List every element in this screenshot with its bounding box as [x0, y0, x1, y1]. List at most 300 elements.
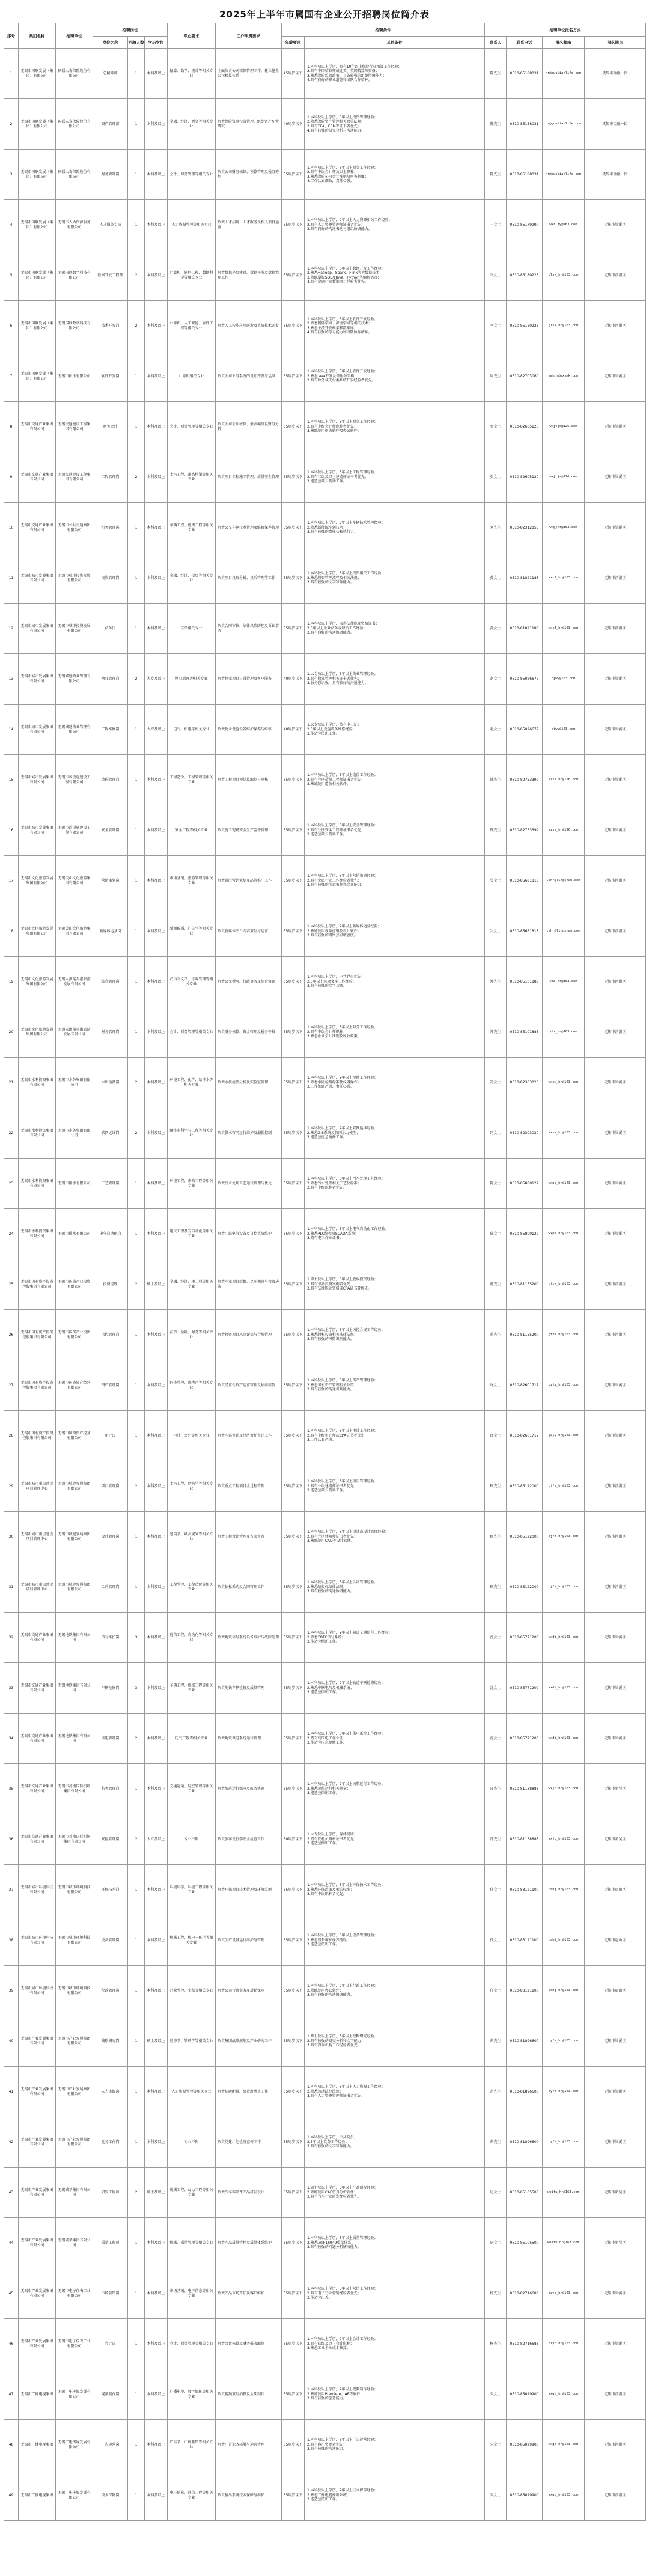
row-count: 1: [128, 99, 145, 150]
row-post: 视频制作岗: [93, 2369, 128, 2420]
row-contact: 陈先生: [485, 150, 507, 200]
row-duty: 负责航班运行保障及航务协调: [216, 1764, 282, 1814]
table-row: [4, 2470, 646, 2521]
row-cond: [305, 2218, 485, 2268]
row-email[interactable]: wxgd_hr@163.com: [543, 2470, 585, 2521]
row-contact: 顾先生: [485, 1512, 507, 1562]
condition-line: 2.具有成功投资案例者优先；: [307, 1282, 354, 1286]
condition-line: 2.熟悉CBTC信号系统；: [307, 1635, 346, 1640]
row-count: 3: [128, 1613, 145, 1663]
row-contact: 胡先生: [485, 2067, 507, 2117]
row-company: 无锡市水务集团有限公司: [56, 1108, 93, 1159]
row-email[interactable]: wxjc_hr@163.com: [543, 1814, 585, 1865]
row-post: 风控管理岗: [93, 1310, 128, 1360]
row-age: 35周岁以下: [282, 1159, 305, 1209]
row-group: 无锡市城市重点建设项目管理中心: [19, 1512, 56, 1562]
table-row: [4, 1310, 646, 1360]
row-email[interactable]: glsk_hr@163.com: [543, 250, 585, 301]
row-seq: 22: [4, 1108, 19, 1159]
row-email[interactable]: hr@guolianlife.com: [543, 150, 585, 200]
row-phone: 0510-85180226: [507, 301, 543, 351]
row-post: 战略研究岗: [93, 2016, 128, 2067]
row-edu: 本科及以上: [145, 1714, 168, 1764]
row-count: 1: [128, 2067, 145, 2117]
row-email[interactable]: cshj_hr@163.com: [543, 1915, 585, 1966]
row-phone: 0510-81821188: [507, 604, 543, 654]
row-phone: 0510-85122000: [507, 1461, 543, 1512]
condition-line: 4.具有良好的职业道德和团队合作精神。: [307, 78, 372, 82]
condition-line: 1.大专及以上学历，身体健康；: [307, 1832, 358, 1837]
row-post: 法务岗: [93, 604, 128, 654]
condition-line: 3.熟悉保险公司会计准则及财务制度；: [307, 174, 368, 179]
condition-line: 1.本科及以上学历，3年以上污水处理工艺经验；: [307, 1177, 385, 1181]
row-count: 1: [128, 351, 145, 402]
row-seq: 34: [4, 1714, 19, 1764]
row-post: 造价管理岗: [93, 755, 128, 805]
row-company: 无锡广电传媒发展有限公司: [56, 2420, 93, 2470]
row-duty: 负责党建、纪检及宣传工作: [216, 2117, 282, 2168]
row-company: 无锡广电传媒发展有限公司: [56, 2470, 93, 2521]
row-email[interactable]: cjwy@163.com: [543, 705, 585, 755]
row-age: 35周岁以下: [282, 2420, 305, 2470]
condition-line: 3.能适应应急抢修工作。: [307, 1741, 347, 1745]
table-row: [4, 805, 646, 856]
row-email[interactable]: wxjc_hr@163.com: [543, 1764, 585, 1814]
row-age: 35周岁以下: [282, 1411, 305, 1461]
header-phone: 联系电话: [507, 37, 543, 49]
table-row: [4, 2117, 646, 2168]
row-count: 1: [128, 503, 145, 553]
row-phone: 0510-85029900: [507, 2470, 543, 2521]
condition-line: 3.熟练使用财务软件及办公软件。: [307, 429, 361, 434]
header-seq: 序号: [4, 23, 19, 49]
row-contact: 陈先生: [485, 49, 507, 99]
condition-line: 1.本科及以上学历，3年以上投资相关工作经验；: [307, 571, 385, 576]
row-contact: 刘先生: [485, 503, 507, 553]
row-post: 人才服务专员: [93, 200, 128, 250]
row-post: 工艺管理岗: [93, 1159, 128, 1209]
row-report: 无锡市滨湖区: [585, 1562, 646, 1613]
row-major: 人力资源管理等相关专业: [168, 2067, 216, 2117]
row-post: 质量工程师: [93, 2218, 128, 2268]
condition-line: 3.具有中级职称者优先。: [307, 1892, 347, 1897]
row-group: 无锡市国有资产投资控股集团有限公司: [19, 1360, 56, 1411]
row-major: 电气工程及其自动化等相关专业: [168, 1209, 216, 1259]
row-major: 市场营销、旅游管理等相关专业: [168, 856, 216, 906]
row-email[interactable]: gtzk_hr@163.com: [543, 1259, 585, 1310]
row-count: 2: [128, 1259, 145, 1310]
condition-line: 2.具有注册安全工程师证书者优先；: [307, 828, 365, 832]
row-report: 无锡市梁溪区: [585, 1209, 646, 1259]
condition-line: 3.具有人力资源管理师证书者优先。: [307, 2094, 365, 2099]
row-seq: 48: [4, 2420, 19, 2470]
table-row: [4, 906, 646, 957]
condition-line: 2.具有中级会计师职称者优先；: [307, 424, 358, 429]
table-row: [4, 654, 646, 705]
row-email[interactable]: cshj_hr@163.com: [543, 1966, 585, 2016]
row-company: 无锡城建物业管理有限公司: [56, 705, 93, 755]
row-group: 无锡市文化旅游发展集团有限公司: [19, 1007, 56, 1058]
row-seq: 44: [4, 2218, 19, 2268]
condition-line: 2.3年以上设施设备维修经验；: [307, 727, 356, 732]
row-email[interactable]: cjwy@163.com: [543, 654, 585, 705]
row-major: 环境工程、化学、给排水等相关专业: [168, 1058, 216, 1108]
row-seq: 9: [4, 452, 19, 503]
row-major: 工程管理、工程造价等相关专业: [168, 1562, 216, 1613]
row-post: 技术保障岗: [93, 2470, 128, 2521]
row-email[interactable]: wxjtjs@126.com: [543, 402, 585, 452]
row-contact: 蒋先生: [485, 1259, 507, 1310]
row-cond: [305, 805, 485, 856]
row-cond: [305, 1562, 485, 1613]
row-edu: 本科及以上: [145, 1007, 168, 1058]
row-major: 车辆工程、机械工程等相关专业: [168, 1663, 216, 1714]
row-cond: [305, 1310, 485, 1360]
row-phone: 0510-85101888: [507, 957, 543, 1007]
row-duty: 负责施工现场安全生产监督管理: [216, 805, 282, 856]
row-post: 会计岗: [93, 2319, 128, 2369]
row-group: 无锡市国联发展（集团）有限公司: [19, 351, 56, 402]
row-contact: 邵先生: [485, 1764, 507, 1814]
condition-line: 2.具有人力资源管理师证书者优先；: [307, 222, 365, 227]
row-edu: 本科及以上: [145, 1764, 168, 1814]
row-duty: 负责重点工程项目全过程管理: [216, 1461, 282, 1512]
row-contact: 胡先生: [485, 2117, 507, 2168]
row-count: 1: [128, 2016, 145, 2067]
row-email[interactable]: cjfz_hr@163.com: [543, 1461, 585, 1512]
row-duty: 负责内部审计及经济责任审计工作: [216, 1411, 282, 1461]
condition-line: 1.本科及以上学历，3年以上财务工作经验；: [307, 1025, 378, 1030]
row-group: 无锡市城市环境科技有限公司: [19, 1966, 56, 2016]
row-email[interactable]: cjfz_hr@163.com: [543, 1562, 585, 1613]
row-major: 机械工程、机电一体化等相关专业: [168, 1915, 216, 1966]
row-count: 1: [128, 1159, 145, 1209]
row-count: 1: [128, 2268, 145, 2319]
row-email[interactable]: cyfz_hr@163.com: [543, 2117, 585, 2168]
row-major: 专业不限: [168, 1814, 216, 1865]
row-email[interactable]: wxdt_hr@163.com: [543, 1714, 585, 1764]
row-age: 35周岁以下: [282, 2168, 305, 2218]
row-edu: 本科及以上: [145, 1865, 168, 1915]
row-cond: [305, 452, 485, 503]
condition-line: 2.熟悉新能源车辆技术；: [307, 525, 347, 530]
row-email[interactable]: hr@guolianlife.com: [543, 49, 585, 99]
row-contact: 郑先生: [485, 1007, 507, 1058]
row-duty: 负责集团战略规划及产业研究工作: [216, 2016, 282, 2067]
row-major: 广告学、市场营销等相关专业: [168, 2420, 216, 2470]
row-email[interactable]: wxgd_hr@163.com: [543, 2420, 585, 2470]
row-company: 无锡市公共交通集团有限公司: [56, 503, 93, 553]
row-phone: 0510-85105500: [507, 2218, 543, 2268]
table-row: [4, 2319, 646, 2369]
row-cond: [305, 1209, 485, 1259]
row-seq: 25: [4, 1259, 19, 1310]
row-edu: 本科及以上: [145, 1360, 168, 1411]
row-duty: 负责生产设备运行维护与管理: [216, 1915, 282, 1966]
header-edu: 学历学位: [145, 37, 168, 49]
condition-line: 2.具有初级及以上会计职称；: [307, 2341, 354, 2346]
row-email[interactable]: cshj_hr@163.com: [543, 1865, 585, 1915]
row-count: 1: [128, 856, 145, 906]
row-email[interactable]: wxsw_hr@163.com: [543, 1058, 585, 1108]
row-post: 工程维修岗: [93, 705, 128, 755]
row-edu: 本科及以上: [145, 250, 168, 301]
row-company: 无锡市国资产业投资有限公司: [56, 1310, 93, 1360]
row-report: 无锡市惠山区: [585, 1915, 646, 1966]
row-email[interactable]: gzjy_hr@163.com: [543, 1360, 585, 1411]
row-company: 无锡城建物业管理有限公司: [56, 654, 93, 705]
row-count: 1: [128, 604, 145, 654]
row-group: 无锡市交通产业集团有限公司: [19, 1764, 56, 1814]
condition-line: 2.具有客户资源者优先；: [307, 2442, 347, 2447]
row-email[interactable]: wxdt_hr@163.com: [543, 1613, 585, 1663]
condition-line: 2.熟练使用办公软件；: [307, 1988, 343, 1993]
row-group: 无锡市交通产业集团有限公司: [19, 1613, 56, 1663]
row-edu: 硕士及以上: [145, 2168, 168, 2218]
row-major: 法学、金融、财务等相关专业: [168, 1310, 216, 1360]
row-major: 市场营销、电子信息等相关专业: [168, 2268, 216, 2319]
row-duty: 负责保险资金投资管理，组织资产配置研究: [216, 99, 282, 150]
row-email[interactable]: szss_hr@126.com: [543, 755, 585, 805]
row-post: 信号维护岗: [93, 1613, 128, 1663]
table-row: [4, 1865, 646, 1915]
page-title: 2025年上半年市属国有企业公开招聘岗位简介表: [219, 9, 430, 20]
row-email[interactable]: dzyb_hr@163.com: [543, 2319, 585, 2369]
row-post: 电气自动化岗: [93, 1209, 128, 1259]
row-cond: [305, 1259, 485, 1310]
row-email[interactable]: wxrlzy@163.com: [543, 200, 585, 250]
condition-line: 1.本科及以上学历，3年以上财务工作经验；: [307, 420, 378, 425]
row-email[interactable]: wxps_hr@163.com: [543, 1159, 585, 1209]
condition-line: 3.持有电工作业证书。: [307, 1236, 343, 1241]
row-cond: [305, 1411, 485, 1461]
row-email[interactable]: lshr@lingshan.com: [543, 906, 585, 957]
row-report: 无锡市滨湖区: [585, 957, 646, 1007]
row-post: 物业管理岗: [93, 654, 128, 705]
row-email[interactable]: lshr@lingshan.com: [543, 856, 585, 906]
row-cond: [305, 2117, 485, 2168]
row-phone: 0510-82716688: [507, 2268, 543, 2319]
condition-line: 3.能适应应急抢修工作。: [307, 1135, 347, 1140]
row-contact: 张女士: [485, 452, 507, 503]
row-email[interactable]: wxps_hr@163.com: [543, 1209, 585, 1259]
row-age: 35周岁以下: [282, 2319, 305, 2369]
condition-line: 2.熟悉国有资产管理相关政策；: [307, 1383, 358, 1387]
condition-line: 1.本科及以上学历，3年以上质量管理经验；: [307, 2236, 378, 2241]
condition-line: 1.本科及以上学历，3年以上项目管理经验；: [307, 1479, 378, 1484]
row-age: 35周岁以下: [282, 250, 305, 301]
row-post: 数据开发工程师: [93, 250, 128, 301]
row-phone: 0510-85771200: [507, 1714, 543, 1764]
row-duty: 负责汽车零部件产品研发设计: [216, 2168, 282, 2218]
row-email[interactable]: glsk_hr@163.com: [543, 301, 585, 351]
row-email[interactable]: gzjy_hr@163.com: [543, 1411, 585, 1461]
condition-line: 1.本科及以上学历，3年以上合约管理经验；: [307, 1580, 378, 1585]
row-duty: 负责公文撰写、行政事务及综合协调: [216, 957, 282, 1007]
row-cond: [305, 2168, 485, 2218]
row-email[interactable]: hr@guolianlife.com: [543, 99, 585, 150]
row-company: 无锡市城市环境科技有限公司: [56, 1966, 93, 2016]
condition-line: 1.本科及以上学历，中共党员；: [307, 2135, 358, 2140]
row-seq: 35: [4, 1764, 19, 1814]
row-seq: 46: [4, 2319, 19, 2369]
row-report: 无锡市新吴区: [585, 2168, 646, 2218]
condition-line: 2.熟悉PLC编程及SCADA系统；: [307, 1231, 359, 1236]
row-company: 无锡市国资资产经营有限公司: [56, 1360, 93, 1411]
row-email[interactable]: gtzk_hr@163.com: [543, 1310, 585, 1360]
row-email[interactable]: smkhr@wxsmk.com: [543, 351, 585, 402]
condition-line: 2.具有注册建筑师证书者优先；: [307, 1534, 358, 1539]
row-group: 无锡市广播电视集团: [19, 2420, 56, 2470]
row-post: 营销策划岗: [93, 856, 128, 906]
table-row: [4, 1360, 646, 1411]
row-duty: 负责产品市场开拓及客户维护: [216, 2268, 282, 2319]
row-major: 会计、财务管理等相关专业: [168, 402, 216, 452]
row-duty: 负责厂站电气设备及自控系统维护: [216, 1209, 282, 1259]
row-count: 1: [128, 2117, 145, 2168]
row-contact: 陈女士: [485, 1159, 507, 1209]
row-cond: [305, 200, 485, 250]
row-email[interactable]: cjfz_hr@163.com: [543, 1512, 585, 1562]
row-seq: 29: [4, 1461, 19, 1512]
row-report: 无锡市梁溪区: [585, 1108, 646, 1159]
condition-line: 1.本科及以上学历，3年以上设计或设计管理经验；: [307, 1530, 389, 1535]
row-phone: 0510-82303020: [507, 1058, 543, 1108]
row-email[interactable]: wxcf_hr@163.com: [543, 553, 585, 604]
condition-line: 2.熟悉设备维护保养流程；: [307, 1938, 350, 1942]
row-duty: 负责环保项目技术管理及环境监测: [216, 1865, 282, 1915]
row-post: 航务管理岗: [93, 1764, 128, 1814]
row-age: 35周岁以下: [282, 402, 305, 452]
row-post: 环保技术岗: [93, 1865, 128, 1915]
header-count: 招聘人数: [128, 37, 145, 49]
condition-line: 2.具有中级会计师职称；: [307, 1029, 347, 1034]
condition-line: 2.熟悉水质检测标准及仪器操作；: [307, 1080, 361, 1085]
row-seq: 49: [4, 2470, 19, 2521]
condition-line: 2.具有较强的研究分析和文字能力；: [307, 2038, 365, 2043]
row-group: 无锡市城市发展集团有限公司: [19, 755, 56, 805]
table-row: [4, 2168, 646, 2218]
row-edu: 硕士及以上: [145, 1259, 168, 1310]
row-email[interactable]: ytz_hr@163.com: [543, 1007, 585, 1058]
row-company: 无锡市城建发展集团有限公司: [56, 1512, 93, 1562]
row-duty: 负责播出系统技术保障与维护: [216, 2470, 282, 2521]
table-row: [4, 503, 646, 553]
table-row: [4, 301, 646, 351]
condition-line: 3.熟练使用CAD等设计软件。: [307, 1539, 355, 1544]
row-phone: 0510-83121100: [507, 1865, 543, 1915]
row-age: 35周岁以下: [282, 2016, 305, 2067]
row-post: 机务管理岗: [93, 503, 128, 553]
row-major: 审计、会计等相关专业: [168, 1411, 216, 1461]
row-email[interactable]: ytz_hr@163.com: [543, 957, 585, 1007]
condition-line: 1.本科及以上学历，3年以上软件开发经验；: [307, 317, 378, 321]
condition-line: 1.本科及以上学历，2年以上人力资源相关工作经验；: [307, 218, 392, 223]
row-major: 金融、经济、理工科等相关专业: [168, 1259, 216, 1310]
row-phone: 0510-81896600: [507, 2016, 543, 2067]
row-major: 土木工程、道路桥梁等相关专业: [168, 452, 216, 503]
table-body: [4, 49, 646, 2521]
row-edu: 本科及以上: [145, 604, 168, 654]
row-duty: 负责地铁信号系统设备维护与故障处理: [216, 1613, 282, 1663]
row-post: 技术开发岗: [93, 301, 128, 351]
condition-line: 3.服务意识强，具有较好的沟通能力。: [307, 681, 368, 686]
row-contact: 朱女士: [485, 2369, 507, 2420]
row-email[interactable]: wxgd_hr@163.com: [543, 2369, 585, 2420]
row-phone: 0510-82601717: [507, 1411, 543, 1461]
row-email[interactable]: szss_hr@126.com: [543, 805, 585, 856]
row-email[interactable]: wxcf_hr@163.com: [543, 604, 585, 654]
condition-line: 2.熟悉保险资产管理相关政策法规；: [307, 120, 365, 124]
row-email[interactable]: dzyb_hr@163.com: [543, 2268, 585, 2319]
row-cond: [305, 1461, 485, 1512]
row-contact: 冯女士: [485, 1108, 507, 1159]
row-duty: 负责数据平台建设、数据开发及数据治理工作: [216, 250, 282, 301]
row-count: 2: [128, 1108, 145, 1159]
row-report: 无锡市惠山区: [585, 1865, 646, 1915]
row-duty: 负责财务核算、资金管理及税务申报: [216, 1007, 282, 1058]
row-duty: 负责污水处理工艺运行管理与优化: [216, 1159, 282, 1209]
condition-line: 3.熟练掌握SQL及Java、Python等编程语言；: [307, 275, 382, 280]
condition-line: 4.具有较强的学习能力和团队协作精神。: [307, 330, 372, 335]
row-email[interactable]: wxsw_hr@163.com: [543, 1108, 585, 1159]
row-cond: [305, 2369, 485, 2420]
row-age: 35周岁以下: [282, 2470, 305, 2521]
row-company: 无锡市城市环境科技有限公司: [56, 1915, 93, 1966]
row-phone: 0510-82312855: [507, 503, 543, 553]
row-seq: 32: [4, 1613, 19, 1663]
row-post: 投资管理岗: [93, 553, 128, 604]
condition-line: 2.熟悉广播电视播出系统；: [307, 2493, 350, 2497]
row-contact: 吴女士: [485, 906, 507, 957]
row-contact: 孙女士: [485, 553, 507, 604]
row-seq: 45: [4, 2268, 19, 2319]
row-email[interactable]: cyfz_hr@163.com: [543, 2016, 585, 2067]
condition-line: 2.熟练使用视频剪辑及设计软件；: [307, 929, 361, 933]
row-phone: 0510-85800122: [507, 1159, 543, 1209]
row-seq: 11: [4, 553, 19, 604]
table-row: [4, 1058, 646, 1108]
row-major: 给排水科学与工程等相关专业: [168, 1108, 216, 1159]
row-group: 无锡市国联发展（集团）有限公司: [19, 99, 56, 150]
row-duty: 负责项目工程施工管理、质量安全管理: [216, 452, 282, 503]
row-company: 无锡地铁集团有限公司: [56, 1663, 93, 1714]
row-email[interactable]: wxdt_hr@163.com: [543, 1663, 585, 1714]
condition-line: 3.具有较强的沟通能力。: [307, 2447, 347, 2452]
row-email[interactable]: weifu_hr@163.com: [543, 2168, 585, 2218]
condition-line: 3.具有较强的文字功底。: [307, 984, 347, 989]
row-post: 资产管理部: [93, 99, 128, 150]
row-phone: 0510-85029900: [507, 2369, 543, 2420]
row-cond: [305, 856, 485, 906]
condition-line: 2.3年以上党务工作经验；: [307, 2139, 349, 2144]
row-email[interactable]: weifu_hr@163.com: [543, 2218, 585, 2268]
row-post: 安全管理岗: [93, 805, 128, 856]
row-email[interactable]: wxjtjs@126.com: [543, 452, 585, 503]
row-email[interactable]: cyfz_hr@163.com: [543, 2067, 585, 2117]
row-company: 无锡市苏南国际机场集团有限公司: [56, 1814, 93, 1865]
row-major: 会计、财务管理等相关专业: [168, 1007, 216, 1058]
header-post-name: 岗位名称: [93, 37, 128, 49]
row-group: 无锡市广播电视集团: [19, 2369, 56, 2420]
row-count: 1: [128, 705, 145, 755]
row-company: 无锡市城市投资发展有限公司: [56, 553, 93, 604]
row-report: 无锡市梁溪区: [585, 503, 646, 553]
row-email[interactable]: wxgjhr@163.com: [543, 503, 585, 553]
row-phone: 0510-85188031: [507, 49, 543, 99]
row-phone: 0510-83121100: [507, 1915, 543, 1966]
row-company: 无锡国联数字科技有限公司: [56, 301, 93, 351]
